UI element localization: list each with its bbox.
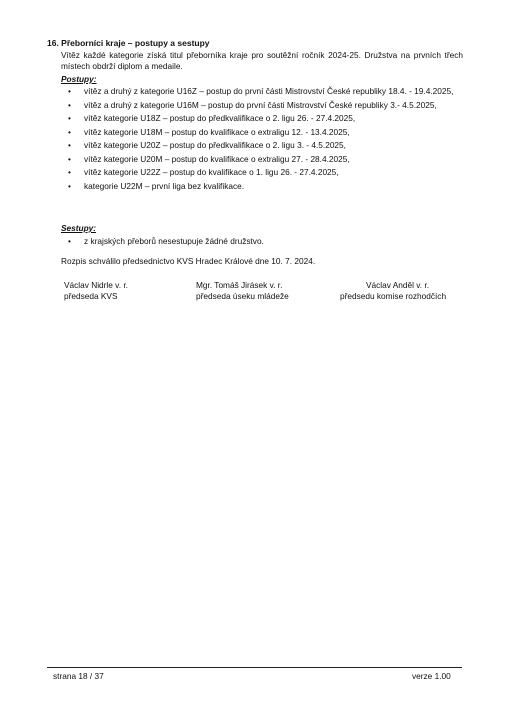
footer-divider	[47, 667, 462, 668]
list-item-text: vítěz kategorie U22Z – postup do kvalifikace o 1. ligu 26. - 27.4.2025,	[84, 167, 339, 178]
page-number: strana 18 / 37	[53, 671, 104, 681]
bullet-icon: •	[68, 113, 71, 124]
bullet-icon: •	[68, 126, 71, 137]
signature-name: Mgr. Tomáš Jirásek v. r.	[196, 280, 283, 290]
bullet-icon: •	[68, 180, 71, 191]
signature-name: Václav Anděl v. r.	[366, 280, 430, 290]
list-item	[61, 167, 463, 178]
bullet-icon: •	[68, 99, 71, 110]
postupy-list	[61, 86, 463, 194]
list-item-text: vítěz kategorie U18M – postup do kvalifikace o extraligu 12. - 13.4.2025,	[84, 126, 350, 137]
signature-role: předseda úseku mládeže	[196, 290, 289, 301]
bullet-icon: •	[68, 167, 71, 178]
list-item-text: vítěz kategorie U20M – postup do kvalifikace o extraligu 27. - 28.4.2025,	[84, 153, 350, 164]
list-item-text: z krajských přeborů nesestupuje žádné družstvo.	[84, 236, 264, 246]
list-item	[61, 236, 463, 247]
list-item-text: vítěz a druhý z kategorie U16M – postup do první části Mistrovství České republiky 3.- 4.5.2025,	[84, 99, 437, 110]
list-item	[61, 140, 463, 151]
signature-block	[64, 280, 128, 302]
bullet-icon: •	[68, 236, 71, 246]
list-item	[61, 127, 463, 138]
sestupy-subheading: Sestupy:	[61, 223, 97, 233]
list-item-text: kategorie U22M – první liga bez kvalifikace.	[84, 180, 245, 191]
section-heading: 16. Přeborníci kraje – postupy a sestupy	[47, 38, 210, 48]
bullet-icon: •	[68, 140, 71, 151]
intro-paragraph: Vítěz každé kategorie získá titul přeborníka kraje pro soutěžní ročník 2024-25. Družstva na prvních třech místech obdrží diplom a medaile.	[61, 50, 463, 71]
bullet-icon: •	[68, 86, 71, 96]
postupy-subheading: Postupy:	[61, 74, 97, 84]
document-version: verze 1.00	[412, 671, 451, 681]
signature-name: Václav Nidrle v. r.	[64, 280, 128, 290]
bullet-icon: •	[68, 153, 71, 164]
list-item-text: vítěz a druhý z kategorie U16Z – postup do první části Mistrovství České republiky 18.4. - 19.4.2025,	[84, 86, 454, 96]
list-item	[61, 113, 463, 124]
signature-role: předseda KVS	[64, 290, 118, 301]
sestupy-list	[61, 236, 463, 250]
list-item	[61, 86, 463, 97]
signature-block	[340, 280, 446, 302]
signature-role: předsedu komise rozhodčích	[340, 290, 447, 301]
list-item	[61, 181, 463, 192]
approval-note: Rozpis schválilo předsednictvo KVS Hradec Králové dne 10. 7. 2024.	[61, 256, 316, 266]
signature-block	[196, 280, 289, 302]
list-item	[61, 100, 463, 111]
list-item-text: vítěz kategorie U20Z – postup do předkvalifikace o 2. ligu 3. - 4.5.2025,	[84, 140, 346, 151]
list-item-text: vítěz kategorie U18Z – postup do předkvalifikace o 2. ligu 26. - 27.4.2025,	[84, 113, 356, 124]
list-item	[61, 154, 463, 165]
